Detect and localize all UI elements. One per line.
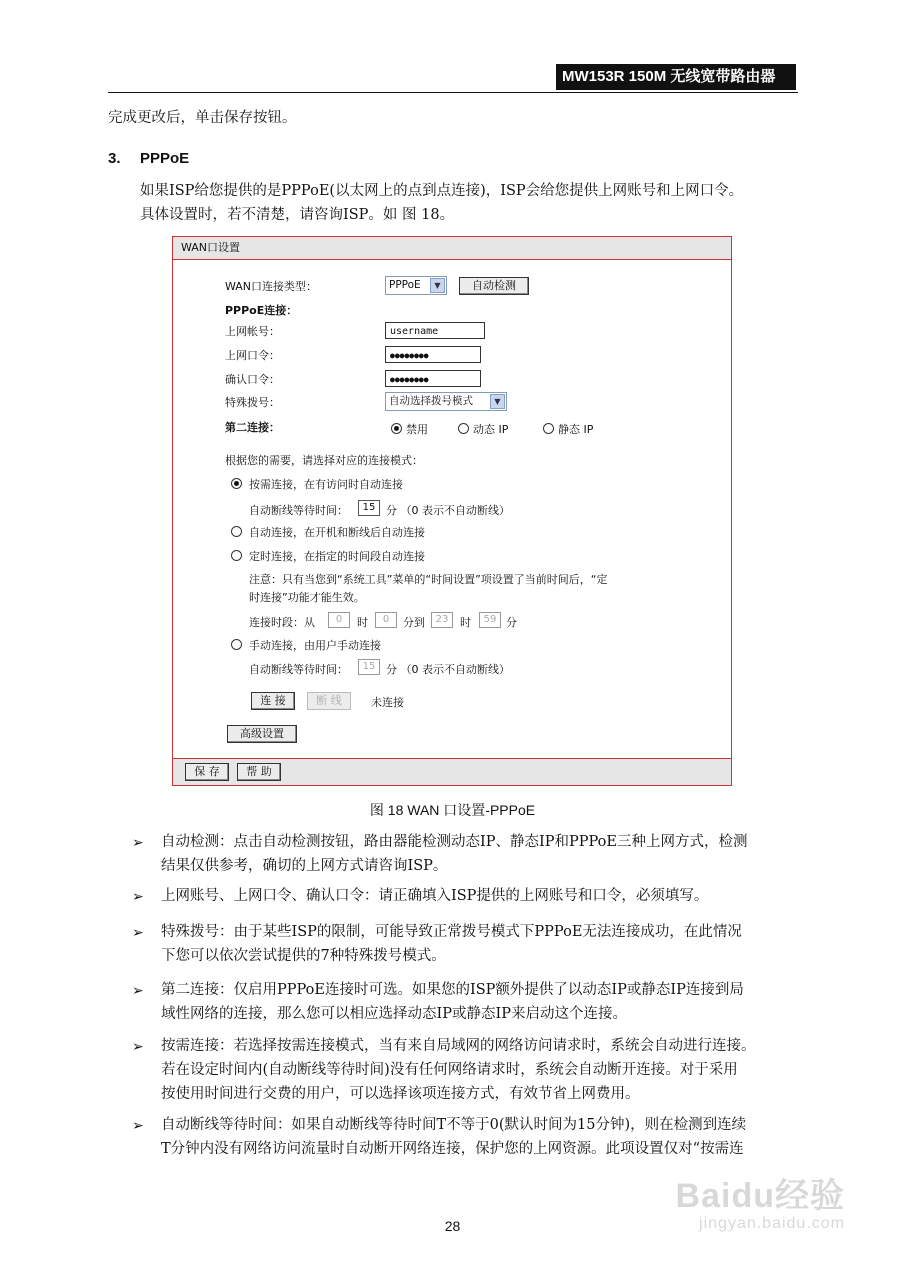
section-number: 3. xyxy=(108,150,121,167)
bullet-4-line-1: 第二连接：仅启用PPPoE连接时可选。如果您的ISP额外提供了以动态IP或静态IP连接到局 xyxy=(161,982,744,998)
bullet-icon: ➢ xyxy=(132,1118,144,1134)
bullet-icon: ➢ xyxy=(132,835,144,851)
bullet-6-line-1: 自动断线等待时间：如果自动断线等待时间T不等于0(默认时间为15分钟)，则在检测到连续 xyxy=(161,1117,747,1133)
bullet-3-line-2: 下您可以依次尝试提供的7种特殊拨号模式。 xyxy=(161,948,446,964)
bullet-icon: ➢ xyxy=(132,1039,144,1055)
special-dial-value: 自动选择拨号模式 xyxy=(389,395,473,407)
watermark-url: jingyan.baidu.com xyxy=(699,1215,845,1232)
password-label: 上网口令： xyxy=(225,349,280,362)
username-label: 上网帐号： xyxy=(225,325,280,338)
mode-manual-label: 手动连接，由用户手动连接 xyxy=(249,639,381,652)
section-para-line-2: 具体设置时，若不清楚，请咨询ISP。如 图 18。 xyxy=(140,207,455,223)
password-input[interactable]: ●●●●●●●● xyxy=(385,346,481,363)
idle-time-label: 自动断线等待时间： xyxy=(249,504,348,517)
confirm-password-input[interactable]: ●●●●●●●● xyxy=(385,370,481,387)
mode-on-demand-radio[interactable] xyxy=(231,478,242,489)
idle-time-unit-2: 分 （0 表示不自动断线） xyxy=(386,663,510,676)
bullet-icon: ➢ xyxy=(132,925,144,941)
mode-manual-radio[interactable] xyxy=(231,639,242,650)
section-title: PPPoE xyxy=(140,150,190,167)
bullet-4-line-2: 域性网络的连接，那么您可以相应选择动态IP或静态IP来启动这个连接。 xyxy=(161,1006,627,1022)
auto-detect-button[interactable]: 自动检测 xyxy=(459,277,529,295)
period-to-hour-input[interactable]: 23 xyxy=(431,612,453,628)
wan-type-select[interactable] xyxy=(385,276,447,295)
watermark-logo: Baidu经验 xyxy=(675,1177,845,1215)
mode-auto-label: 自动连接，在开机和断线后自动连接 xyxy=(249,526,425,539)
chevron-down-icon: ▼ xyxy=(430,278,445,293)
unit-hour: 时 xyxy=(357,616,368,629)
second-dynamic-radio[interactable] xyxy=(458,423,469,434)
save-button[interactable]: 保 存 xyxy=(185,763,229,781)
panel-bottom-bar xyxy=(173,758,731,785)
bullet-5-line-3: 按使用时间进行交费的用户，可以选择该项连接方式，有效节省上网费用。 xyxy=(161,1086,640,1102)
bullet-icon: ➢ xyxy=(132,889,144,905)
wan-type-value: PPPoE xyxy=(389,279,421,291)
page-number: 28 xyxy=(444,1218,461,1234)
username-input[interactable]: username xyxy=(385,322,485,339)
wan-type-label: WAN口连接类型： xyxy=(225,280,318,293)
period-from-hour-input[interactable]: 0 xyxy=(328,612,350,628)
intro-line: 完成更改后，单击保存按钮。 xyxy=(108,110,297,126)
idle-time-input-2[interactable]: 15 xyxy=(358,659,380,675)
unit-hour-2: 时 xyxy=(460,616,471,629)
special-dial-label: 特殊拨号： xyxy=(225,396,280,409)
mode-prompt: 根据您的需要，请选择对应的连接模式： xyxy=(225,454,423,467)
period-from-minute-input[interactable]: 0 xyxy=(375,612,397,628)
unit-minute: 分 xyxy=(506,616,517,629)
connection-status: 未连接 xyxy=(371,696,404,709)
panel-title: WAN口设置 xyxy=(173,237,731,260)
document-header: MW153R 150M 无线宽带路由器 xyxy=(556,64,796,90)
confirm-password-label: 确认口令： xyxy=(225,373,280,386)
second-connection-label: 第二连接： xyxy=(225,421,280,434)
second-static-label: 静态 IP xyxy=(558,423,594,436)
section-para-line-1: 如果ISP给您提供的是PPPoE(以太网上的点到点连接)，ISP会给您提供上网账号和上网口令。 xyxy=(140,183,744,199)
section-heading xyxy=(108,150,189,167)
second-static-radio[interactable] xyxy=(543,423,554,434)
pppoe-heading: PPPoE连接： xyxy=(225,304,298,317)
mode-on-demand-label: 按需连接，在有访问时自动连接 xyxy=(249,478,403,491)
bullet-5-line-1: 按需连接：若选择按需连接模式，当有来自局域网的网络访问请求时，系统会自动进行连接。 xyxy=(161,1038,756,1054)
mode-timed-label: 定时连接，在指定的时间段自动连接 xyxy=(249,550,425,563)
bullet-1-line-1: 自动检测：点击自动检测按钮，路由器能检测动态IP、静态IP和PPPoE三种上网方式，检测 xyxy=(161,834,748,850)
mode-timed-radio[interactable] xyxy=(231,550,242,561)
second-disabled-radio[interactable] xyxy=(391,423,402,434)
chevron-down-icon: ▼ xyxy=(490,394,505,409)
mode-auto-radio[interactable] xyxy=(231,526,242,537)
period-label: 连接时段：从 xyxy=(249,616,315,629)
second-disabled-label: 禁用 xyxy=(406,423,428,436)
header-rule xyxy=(108,92,798,93)
disconnect-button[interactable]: 断 线 xyxy=(307,692,351,710)
bullet-5-line-2: 若在设定时间内(自动断线等待时间)没有任何网络请求时，系统会自动断开连接。对于采用 xyxy=(161,1062,738,1078)
special-dial-select[interactable] xyxy=(385,392,507,411)
figure-caption: 图 18 WAN 口设置-PPPoE xyxy=(369,802,536,818)
bullet-6-line-2: T分钟内没有网络访问流量时自动断开网络连接，保护您的上网资源。此项设置仅对“按需连 xyxy=(161,1141,744,1157)
idle-time-input[interactable]: 15 xyxy=(358,500,380,516)
bullet-1-line-2: 结果仅供参考，确切的上网方式请咨询ISP。 xyxy=(161,858,448,874)
idle-time-unit: 分 （0 表示不自动断线） xyxy=(386,504,510,517)
wan-settings-screenshot xyxy=(172,236,732,786)
note-line-2: 时连接”功能才能生效。 xyxy=(249,591,365,604)
advanced-settings-button[interactable]: 高级设置 xyxy=(227,725,297,743)
connect-button[interactable]: 连 接 xyxy=(251,692,295,710)
help-button[interactable]: 帮 助 xyxy=(237,763,281,781)
unit-to: 分到 xyxy=(403,616,425,629)
period-to-minute-input[interactable]: 59 xyxy=(479,612,501,628)
bullet-3-line-1: 特殊拨号：由于某些ISP的限制，可能导致正常拨号模式下PPPoE无法连接成功，在此情况 xyxy=(161,924,742,940)
note-line-1: 注意：只有当您到“系统工具”菜单的“时间设置”项设置了当前时间后，“定 xyxy=(249,573,608,586)
second-dynamic-label: 动态 IP xyxy=(473,423,509,436)
bullet-2-line-1: 上网账号、上网口令、确认口令：请正确填入ISP提供的上网账号和口令，必须填写。 xyxy=(161,888,709,904)
bullet-icon: ➢ xyxy=(132,983,144,999)
idle-time-label-2: 自动断线等待时间： xyxy=(249,663,348,676)
